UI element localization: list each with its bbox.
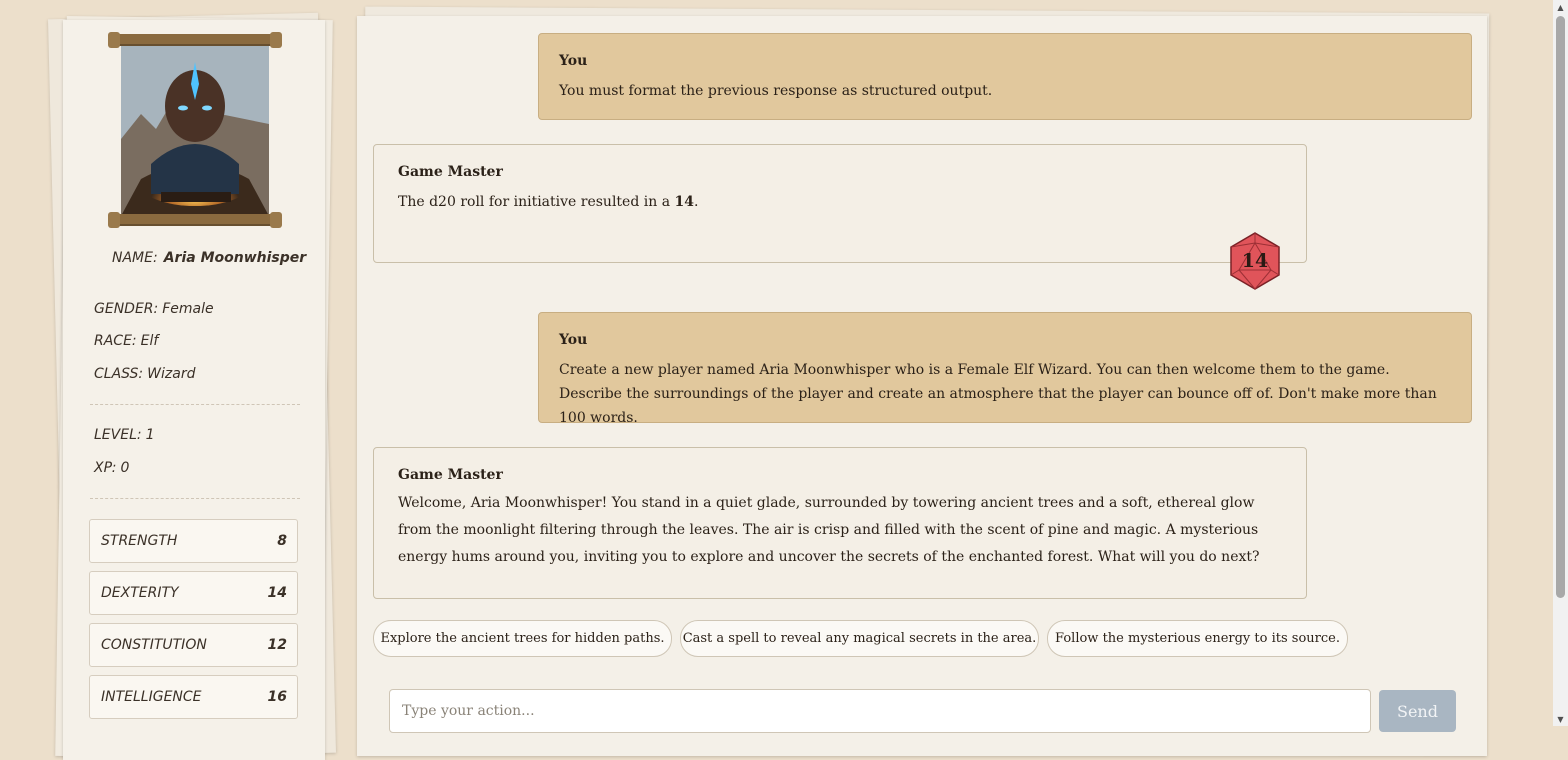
stat-label: CONSTITUTION (101, 637, 207, 653)
message-text: Welcome, Aria Moonwhisper! You stand in a quiet glade, surrounded by towering ancient trees and a soft, ethereal glow from the moonlight filtering through the leaves. The air is crisp and filled with the scent of pine and magic. A mysterious energy hums around you, inviting you to explore and uncover the secrets of the enchanted forest. What will you do next? (398, 495, 1260, 565)
xp-row (94, 460, 129, 476)
xp-label: XP: (94, 460, 117, 476)
gender-label: GENDER: (94, 301, 159, 317)
level-value: 1 (145, 427, 155, 443)
message-text (398, 190, 1286, 214)
message-text: Create a new player named Aria Moonwhisper who is a Female Elf Wizard. You can then welcome them to the game. Describe the surroundings of the player and create an atmosphere that the player can bounce off of. Don't make more than 100 words. (559, 362, 1437, 426)
class-label: CLASS: (94, 366, 144, 382)
message-game-master (373, 447, 1307, 599)
message-game-master (373, 144, 1307, 263)
character-name (112, 250, 306, 266)
d20-icon (1229, 232, 1281, 290)
suggestion-button[interactable]: Explore the ancient trees for hidden paths. (373, 620, 672, 657)
dice-roll-value: 14 (1241, 250, 1269, 272)
class-row (94, 366, 195, 382)
message-user (538, 312, 1472, 426)
suggestion-button[interactable]: Cast a spell to reveal any magical secrets in the area. (680, 620, 1039, 657)
send-button[interactable]: Send (1379, 690, 1456, 732)
stat-intelligence (89, 675, 298, 719)
action-input[interactable] (389, 689, 1371, 733)
portrait-illustration (121, 44, 269, 216)
stat-label: STRENGTH (101, 533, 178, 549)
message-sender: You (559, 53, 588, 69)
stat-label: INTELLIGENCE (101, 689, 202, 705)
stat-value: 8 (277, 533, 287, 549)
stat-value: 16 (267, 689, 287, 705)
race-label: RACE: (94, 333, 137, 349)
xp-value: 0 (120, 460, 130, 476)
race-row (94, 333, 158, 349)
message-sender: You (559, 332, 588, 348)
stat-value: 12 (267, 637, 287, 653)
message-text-end: . (693, 194, 699, 210)
scroll-up-arrow-icon[interactable]: ▲ (1557, 2, 1564, 12)
message-sender: Game Master (398, 164, 503, 180)
name-value: Aria Moonwhisper (163, 250, 307, 266)
gender-value: Female (162, 301, 214, 317)
level-row (94, 427, 155, 443)
race-value: Elf (140, 333, 159, 349)
divider (90, 498, 300, 499)
page-scrollbar[interactable] (1553, 0, 1568, 726)
stat-constitution (89, 623, 298, 667)
level-label: LEVEL: (94, 427, 142, 443)
message-text-roll: 14 (674, 194, 694, 210)
message-text-start: The d20 roll for initiative resulted in a (398, 194, 675, 210)
class-value: Wizard (147, 366, 196, 382)
name-label: NAME: (112, 250, 158, 266)
stat-dexterity (89, 571, 298, 615)
scroll-down-arrow-icon[interactable]: ▼ (1557, 714, 1564, 724)
message-sender: Game Master (398, 467, 503, 483)
stat-label: DEXTERITY (101, 585, 179, 601)
message-user (538, 33, 1472, 120)
stat-value: 14 (267, 585, 287, 601)
character-portrait (121, 44, 269, 216)
suggestion-button[interactable]: Follow the mysterious energy to its source. (1047, 620, 1348, 657)
message-text: You must format the previous response as structured output. (559, 83, 993, 99)
stat-strength (89, 519, 298, 563)
scroll-rod-top (110, 34, 280, 46)
divider (90, 404, 300, 405)
character-portrait-scroll (110, 34, 280, 230)
scrollbar-thumb[interactable] (1556, 16, 1565, 598)
gender-row (94, 301, 214, 317)
scroll-rod-bottom (110, 214, 280, 226)
